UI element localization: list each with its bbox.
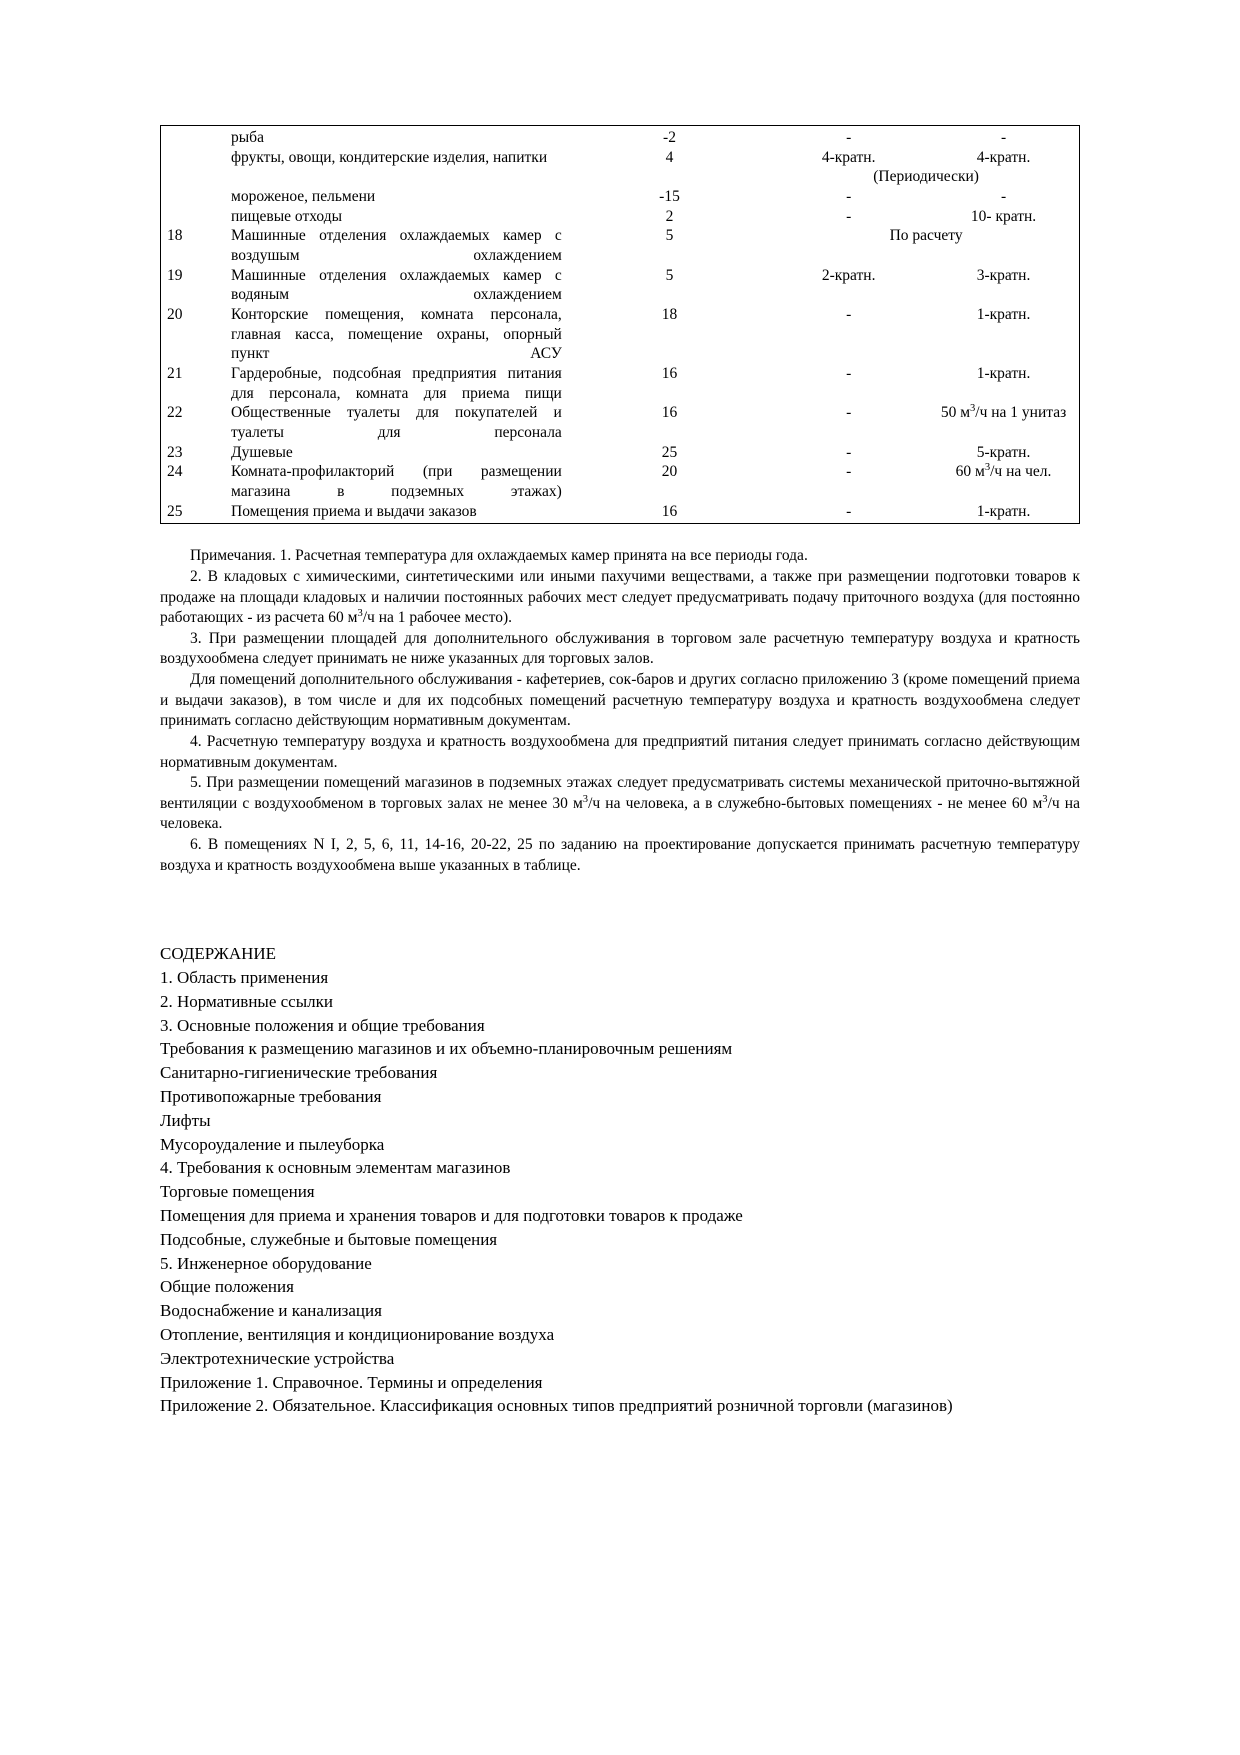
table-of-contents [160, 942, 1080, 1418]
cell-outflow: 1-кратн. [976, 306, 1031, 324]
cell-row-number: 24 [167, 463, 183, 481]
cell-room-name: Помещения приема и выдачи заказов [231, 502, 477, 520]
cell-temperature: 16 [661, 404, 678, 422]
toc-item[interactable]: Торговые помещения [160, 1182, 315, 1202]
cell-room-name: Машинные отделения охлаждаемых камер с воздушым охлаждением [231, 227, 562, 265]
cell-outflow: - [1000, 188, 1007, 206]
cell-room-name: Гардеробные, подсобная предприятия питания для персонала, комната для приема пищи [231, 365, 562, 402]
toc-item[interactable]: 4. Требования к основным элементам магазинов [160, 1158, 511, 1178]
cell-temperature: 25 [661, 443, 678, 461]
cell-outflow: - [1000, 129, 1007, 146]
cell-inflow: - [846, 404, 852, 422]
cell-room-name: фрукты, овощи, кондитерские изделия, напитки [231, 148, 548, 166]
air-exchange-table [161, 128, 1081, 521]
toc-item[interactable]: 1. Область применения [160, 967, 329, 987]
cell-row-number: 23 [167, 443, 183, 461]
cell-room-name: пищевые отходы [231, 207, 342, 225]
cell-temperature: 5 [665, 266, 674, 284]
cell-inflow: - [846, 365, 852, 383]
cell-room-name: Конторские помещения, комната персонала, главная касса, помещение охраны, опорный пункт АСУ [231, 306, 562, 363]
cell-outflow: 50 $м^3/ч$ на 1 унитаз [940, 403, 1067, 422]
note-5-text-b: /ч на человека, а в служебно-бытовых помещениях - не менее 60 м [588, 794, 1043, 812]
cell-temperature: 20 [661, 463, 678, 481]
cell-inflow: - [846, 443, 852, 461]
note-2 [160, 567, 1080, 629]
table-row-note [161, 167, 1081, 187]
cell-outflow: 1-кратн. [976, 502, 1031, 520]
note-5-text-c: /ч на человека. [160, 794, 1080, 833]
cell-temperature: 16 [661, 365, 678, 383]
cell-inflow: - [846, 502, 852, 520]
cell-temperature: 18 [661, 306, 678, 324]
note-5 [160, 773, 1080, 835]
cell-inflow: 4-кратн. [821, 148, 876, 166]
cell-room-name: рыба [231, 129, 264, 146]
table-row [161, 266, 1081, 305]
cell-row-number [161, 207, 225, 227]
cell-inflow: 2-кратн. [821, 266, 876, 284]
cell-row-number: 21 [167, 365, 183, 383]
cell-temperature: 16 [661, 502, 678, 520]
table-row [161, 128, 1081, 148]
cell-row-number: 18 [167, 227, 183, 245]
cell-outflow: 10- кратн. [970, 207, 1037, 225]
toc-item[interactable]: Санитарно-гигиенические требования [160, 1063, 438, 1083]
cell-row-number [161, 148, 225, 168]
toc-item[interactable]: Приложение 2. Обязательное. Классификация основных типов предприятий розничной торговли (магазинов) [160, 1396, 953, 1416]
toc-heading: СОДЕРЖАНИЕ [160, 944, 277, 964]
note-3b: Для помещений дополнительного обслуживания - кафетериев, сок-баров и других согласно приложению 3 (кроме помещений приема и выдачи заказов), в том числе и для их подсобных помещений расчетную температуру воздуха и кратность воздухообмена следует принимать согласно действующим нормативным документам. [160, 671, 1080, 730]
toc-item[interactable]: Электротехнические устройства [160, 1348, 395, 1368]
cell-merged-by-calculation: По расчету [889, 227, 963, 245]
cell-room-name: мороженое, пельмени [231, 188, 376, 206]
note-6: 6. В помещениях N I, 2, 5, 6, 11, 14-16, 20-22, 25 по заданию на проектирование допускается принимать расчетную температуру воздуха и кратность воздухообмена выше указанных в таблице. [160, 835, 1080, 874]
cell-room-name: Общественные туалеты для покупателей и туалеты для персонала [231, 404, 562, 442]
note-5-superscript-2: 3 [1042, 793, 1048, 805]
toc-item[interactable]: Общие положения [160, 1277, 294, 1297]
cell-periodic-note: (Периодически) [873, 168, 979, 186]
table-row [161, 443, 1081, 463]
cell-temperature: 2 [665, 207, 674, 225]
toc-item[interactable]: Водоснабжение и канализация [160, 1301, 382, 1321]
note-3: 3. При размещении площадей для дополнительного обслуживания в торговом зале расчетную температуру воздуха и кратность воздухообмена следует принимать не ниже указанных для торговых залов. [160, 629, 1080, 668]
cell-temperature: -2 [663, 129, 676, 146]
cell-inflow: - [846, 463, 852, 481]
cell-outflow: 1-кратн. [976, 365, 1031, 383]
toc-item[interactable]: Отопление, вентиляция и кондиционирование воздуха [160, 1324, 555, 1344]
toc-item[interactable]: Противопожарные требования [160, 1086, 382, 1106]
table-row [161, 462, 1081, 501]
table-row [161, 207, 1081, 227]
cell-room-name-empty [225, 167, 568, 187]
toc-item[interactable]: Подсобные, служебные и бытовые помещения [160, 1229, 498, 1249]
cell-inflow: - [846, 129, 852, 146]
table-row [161, 364, 1081, 403]
toc-item[interactable]: 3. Основные положения и общие требования [160, 1015, 485, 1035]
toc-item[interactable]: 5. Инженерное оборудование [160, 1253, 372, 1273]
toc-item[interactable]: Лифты [160, 1110, 211, 1130]
air-exchange-table-wrapper [160, 125, 1080, 524]
cell-inflow: - [846, 188, 852, 206]
cell-temperature: 4 [665, 148, 674, 166]
cell-row-number: 20 [167, 306, 183, 324]
toc-item[interactable]: Приложение 1. Справочное. Термины и определения [160, 1372, 543, 1392]
cell-room-name: Комната-профилакторий (при размещении магазина в подземных этажах) [231, 463, 562, 501]
table-body [161, 128, 1081, 521]
note-2-text-b: /ч на 1 рабочее место). [362, 609, 512, 627]
notes-section [160, 546, 1080, 876]
toc-item[interactable]: Требования к размещению магазинов и их объемно-планировочным решениям [160, 1039, 733, 1059]
cell-temperature: -15 [659, 188, 680, 206]
cell-outflow: 5-кратн. [976, 443, 1031, 461]
note-5-text-a: 5. При размещении помещений магазинов в подземных этажах следует предусматривать системы механической приточно-вытяжной вентиляции с воздухообменом в торговых залах не менее 30 м [160, 774, 1080, 812]
table-row [161, 226, 1081, 265]
table-row [161, 187, 1081, 207]
table-row [161, 305, 1081, 364]
cell-temperature-empty [568, 167, 771, 187]
cell-row-number: 22 [167, 404, 183, 422]
cell-row-number [161, 128, 225, 148]
note-2-text-a: 2. В кладовых с химическими, синтетическими или иными пахучими веществами, а также при размещении подготовки товаров к продаже на площади кладовых и наличии постоянных рабочих мест следует предусматривать подачу приточного воздуха (для постоянно работающих - из расчета 60 м [160, 568, 1080, 627]
toc-item[interactable]: 2. Нормативные ссылки [160, 991, 333, 1011]
toc-item[interactable]: Мусороудаление и пылеуборка [160, 1134, 385, 1154]
cell-outflow: 3-кратн. [976, 266, 1031, 284]
cell-row-number: 25 [167, 502, 183, 520]
cell-inflow: - [846, 207, 852, 225]
cell-outflow: 4-кратн. [976, 148, 1031, 166]
note-2-superscript: 3 [357, 608, 363, 620]
cell-row-number: 19 [167, 266, 183, 284]
cell-row-number [161, 187, 225, 207]
cell-room-name: Машинные отделения охлаждаемых камер с водяным охлаждением [231, 266, 562, 304]
cell-temperature: 5 [665, 227, 674, 245]
table-row [161, 502, 1081, 522]
note-5-superscript-1: 3 [582, 793, 589, 805]
note-4: 4. Расчетную температуру воздуха и кратность воздухообмена для предприятий питания следует принимать согласно действующим нормативным документам. [160, 732, 1080, 771]
note-1: Примечания. 1. Расчетная температура для охлаждаемых камер принята на все периоды года. [190, 547, 808, 565]
table-row [161, 403, 1081, 442]
cell-room-name: Душевые [231, 443, 293, 461]
cell-row-number-empty [161, 167, 225, 187]
toc-item[interactable]: Помещения для приема и хранения товаров и для подготовки товаров к продаже [160, 1205, 743, 1225]
cell-outflow: 60 $м^3/ч$ на чел. [955, 462, 1052, 481]
table-row [161, 148, 1081, 168]
cell-inflow: - [846, 306, 852, 324]
